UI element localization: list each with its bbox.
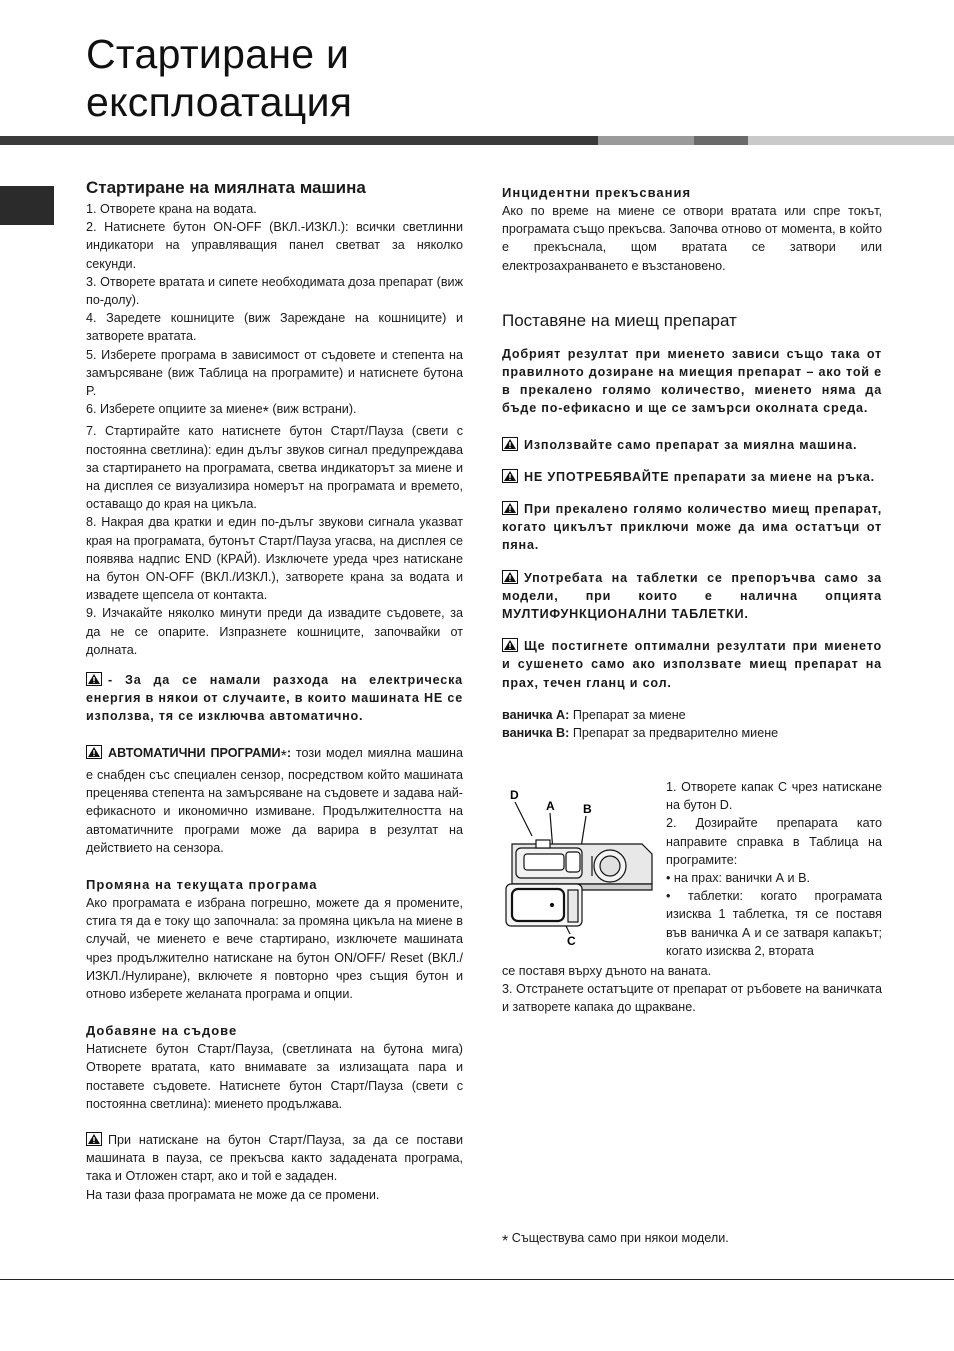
page-title [86, 30, 352, 126]
language-tab-marker [0, 186, 54, 225]
title-line-2: експлоатация [86, 79, 353, 125]
asterisk: * [502, 1233, 509, 1250]
interrupt-text: Ако по време на миене се отвори вратата или спре токът, програмата също прекъсва. Започва отново от момента, в който е прекъснала, щом вратата се затвори или електрозахранването е възстановено. [502, 204, 882, 273]
warning-icon [86, 672, 102, 686]
step-2: 2. Натиснете бутон ON-OFF (ВКЛ.-ИЗКЛ.): всички светлинни индикатори на управляващия панел светват за няколко секунди. [86, 220, 463, 271]
dose-powder: • на прах: ванички А и В. [666, 871, 810, 886]
footnote-text [502, 1229, 882, 1251]
pause-note-text: При натискане на бутон Старт/Пауза, за да се постави машината в пауза, се прекъсва както зададената програма, така и Отложен старт, ако и той е зададен. [86, 1132, 463, 1184]
tray-b [502, 724, 882, 742]
add-dishes-text: Натиснете бутон Старт/Пауза, (светлината на бутона мига) Отворете вратата, като внимавате за излизащата пара и поставете съдовете. Натиснете бутон Старт/Пауза (свети с постоянна светлина): миенето продължава. [86, 1042, 463, 1111]
warning-5-text: Ще постигнете оптимални резултати при миенето и сушенето само ако използвате миещ препарат на прах, течен гланц и сол. [502, 639, 882, 690]
dose-tablets: • таблетки: когато програмата изисква 1 таблетка, тя се поставя във ваничка А и се затваря капакът; когато изисква 2, втората [666, 889, 882, 958]
dose-continue: се поставя върху дъното на ваната. [502, 964, 712, 978]
step-5: 5. Изберете програма в зависимост от съдовете и степента на замърсяване (виж Таблица на програмите) и натиснете бутона P. [86, 347, 463, 399]
warning-4 [502, 569, 882, 624]
warning-3-text: При прекалено голямо количество миещ препарат, когато цикълът приключи може да има остатъци от пяна. [502, 502, 882, 553]
warning-2 [502, 468, 882, 486]
energy-note [86, 671, 463, 726]
warning-1 [502, 436, 882, 454]
footnote-body: Съществува само при някои модели. [508, 1231, 729, 1245]
auto-programs-label: АВТОМАТИЧНИ ПРОГРАМИ [108, 745, 281, 760]
step-6-text: 6. Изберете опциите за миене [86, 402, 263, 417]
dose-step-1: 1. Отворете капак С чрез натискане на бутон D. [666, 780, 882, 813]
energy-note-text: - За да се намали разхода на електрическа енергия в някои от случаите, в които машината НЕ се използва, тя се изключва автоматично. [86, 673, 464, 724]
dose-instructions-side [666, 778, 882, 960]
warning-1-text: Използвайте само препарат за миялна машина. [524, 437, 858, 452]
tray-b-label: ваничка В: [502, 726, 570, 741]
header-bar-dark [0, 136, 598, 145]
change-program-text: Ако програмата е избрана погрешно, можете да я промените, стига тя да е току що започнала: за промяна цикъла на миене в случай, че миенето е вече стартирано, изключете машината чрез продължително натискане на бутон ON/OFF/ Reset (ВКЛ./ИЗКЛ./Нулиране), включете я повторно чрез същия бутон и отново изберете желаната програма и опции. [86, 895, 463, 1001]
auto-programs [86, 744, 463, 857]
tray-a [502, 706, 882, 724]
left-column [86, 178, 463, 1204]
tray-a-text: Препарат за миене [569, 707, 686, 722]
detergent-dispenser-diagram [502, 784, 656, 954]
warning-icon [86, 1132, 102, 1146]
warning-icon [502, 501, 518, 515]
diagram-label-b: B [583, 802, 592, 816]
step-8: 8. Накрая два кратки и един по-дълъг звукови сигнала указват края на програмата, бутонът Старт/Пауза угасва, на дисплея се появява надпис END (КРАЙ). Изключете уреда чрез натискане на бутон ON-OFF (ВКЛ./ИЗКЛ.), затворете крана за водата и извадете щепсела от контакта. [86, 515, 463, 603]
right-column [502, 183, 882, 742]
step-7: 7. Стартирайте като натиснете бутон Старт/Пауза (свети с постоянна светлина): един дълъг звуков сигнал предупреждава за стартирането на програмата, светва индикаторът за миене и на дисплея се визуализира номерът на програмата и времето, оставащо до края на цикъла. [86, 424, 463, 512]
header-bar-light [748, 136, 954, 145]
pause-note [86, 1131, 463, 1186]
dose-step-3: 3. Отстранете остатъците от препарат от ръбовете на ваничката и затворете капака до щракване. [502, 982, 882, 1015]
add-dishes-heading: Добавяне на съдове [86, 1023, 238, 1039]
warning-icon [502, 437, 518, 451]
auto-programs-colon: : [286, 745, 292, 760]
warning-icon [502, 638, 518, 652]
start-heading: Стартиране на миялната машина [86, 178, 366, 197]
warning-4-text: Употребата на таблетки се препоръчва само за модели, при които е налична опцията МУЛТИФУНКЦИОНАЛНИ ТАБЛЕТКИ. [502, 570, 882, 622]
interrupt-heading: Инцидентни прекъсвания [502, 185, 692, 200]
auto-programs-text: този модел миялна машина е снабден със специален сензор, посредством който машината преценява степента на замърсяване на съдовете и задава най-ефикасното и икономично измиване. Продължителността на автоматичните програми може да варира в резултат на действието на сензора. [86, 745, 463, 855]
step-3: 3. Отворете вратата и сипете необходимата доза препарат (виж по-долу). [86, 274, 463, 308]
step-6-suffix: (виж встрани). [268, 402, 357, 417]
dose-step-2: 2. Дозирайте препарата като направите справка в Таблица на програмите: [666, 816, 882, 867]
tray-b-text: Препарат за предварително миене [569, 726, 779, 741]
asterisk: * [262, 404, 269, 422]
footnote [502, 1229, 882, 1251]
header-bar-dark2 [694, 136, 748, 145]
footer-rule [0, 1279, 954, 1280]
title-line-1: Стартиране и [86, 31, 350, 77]
step-9: 9. Изчакайте няколко минути преди да извадите съдовете, за да не се опарите. Изпразнете кошниците, започвайки от долната. [86, 606, 463, 657]
pause-note-2: На тази фаза програмата не може да се промени. [86, 1187, 380, 1202]
diagram-label-d: D [510, 788, 519, 802]
tray-a-label: ваничка А: [502, 707, 570, 722]
dose-instructions-full [502, 962, 882, 1017]
warning-2-text: НЕ УПОТРЕБЯВАЙТЕ препарати за миене на ръка. [524, 469, 875, 484]
diagram-label-c: C [567, 934, 576, 948]
step-1: 1. Отворете крана на водата. [86, 202, 257, 216]
asterisk: * [280, 747, 287, 765]
warning-icon [502, 469, 518, 483]
step-6 [86, 400, 463, 422]
diagram-label-a: A [546, 799, 555, 813]
warning-3 [502, 500, 882, 555]
step-4: 4. Заредете кошниците (виж Зареждане на кошниците) и затворете вратата. [86, 311, 463, 344]
detergent-intro: Добрият резултат при миенето зависи също така от правилното дозиране на миещия препарат – ако той е в прекалено голямо количество, миенето няма да бъде по-ефикасно и ще се замърси околната среда. [502, 346, 882, 416]
warning-icon [86, 745, 102, 759]
warning-5 [502, 637, 882, 692]
warning-icon [502, 570, 518, 584]
header-bar-mid [598, 136, 694, 145]
detergent-heading: Поставяне на миещ препарат [502, 310, 737, 330]
change-program-heading: Промяна на текущата програма [86, 876, 318, 892]
